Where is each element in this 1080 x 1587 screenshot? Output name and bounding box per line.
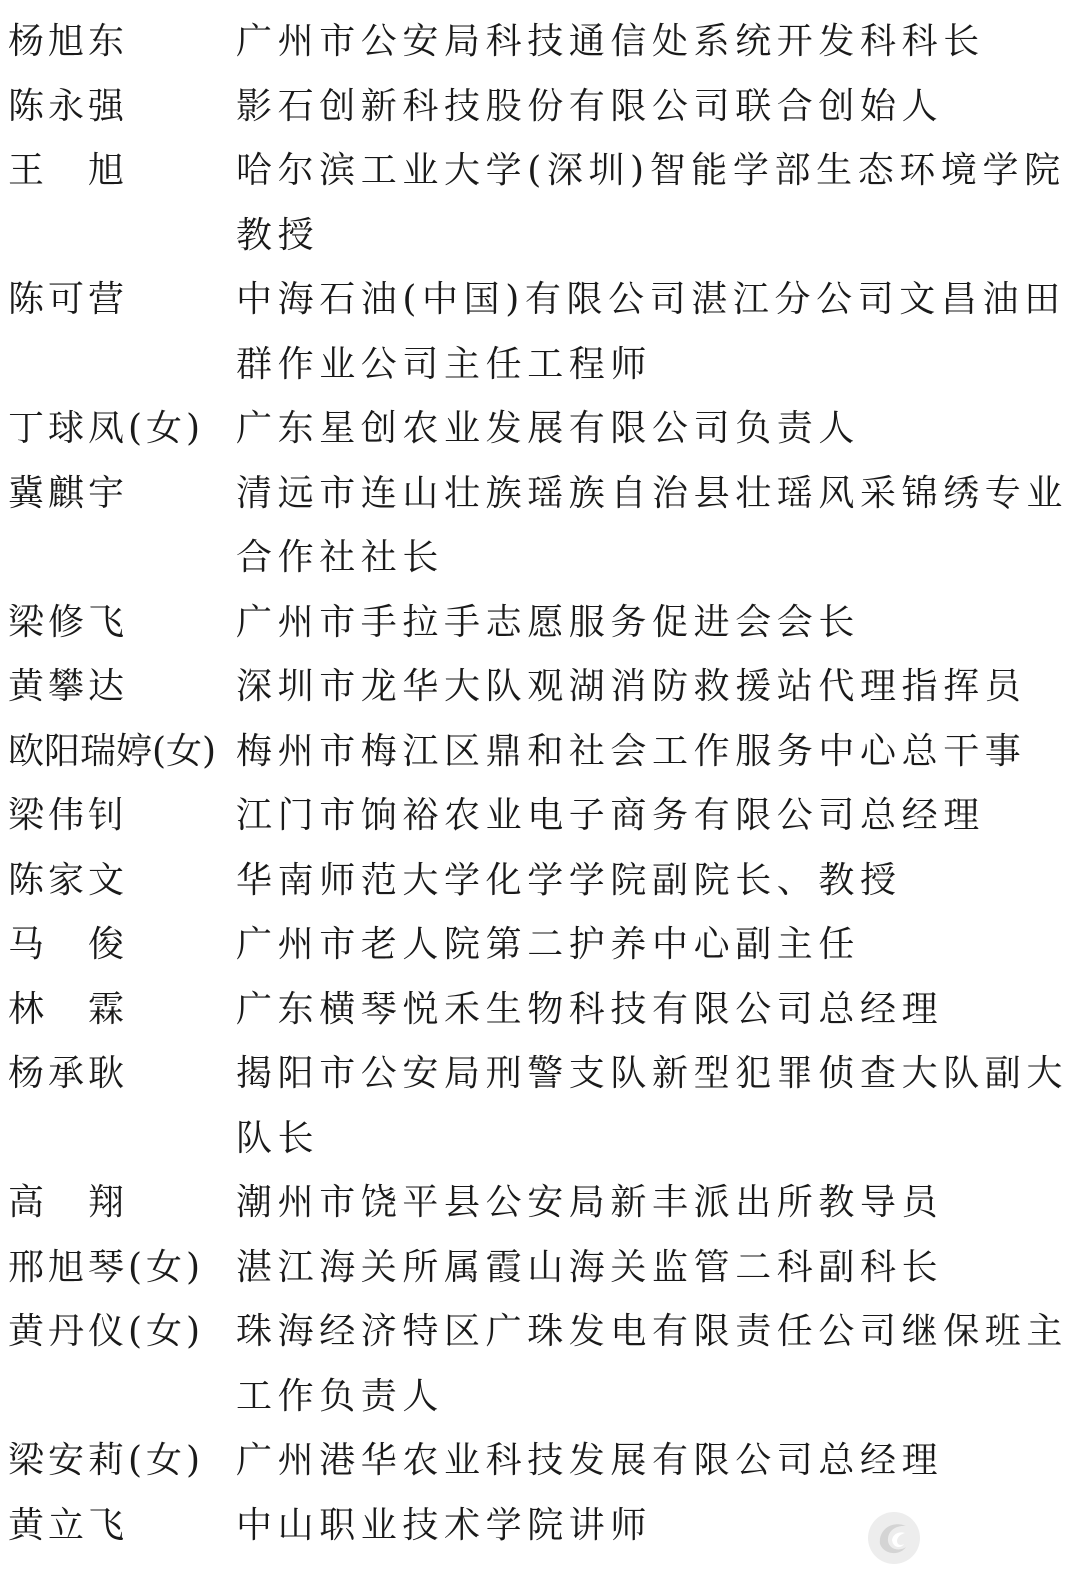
person-name: 梁安莉(女) — [8, 1440, 205, 1481]
person-affiliation: 广州市老人院第二护养中心副主任 — [236, 924, 861, 965]
person-affiliation: 深圳市龙华大队观湖消防救援站代理指挥员 — [236, 666, 1027, 707]
person-name: 梁修飞 — [8, 601, 129, 643]
list-item — [8, 1236, 1070, 1301]
list-item — [8, 784, 1070, 849]
list-item — [8, 655, 1070, 720]
person-name: 黄立飞 — [8, 1504, 129, 1546]
honoree-list — [8, 10, 1070, 1558]
person-affiliation: 梅州市梅江区鼎和社会工作服务中心总干事 — [236, 730, 1027, 772]
list-item — [8, 1042, 1070, 1171]
person-affiliation: 哈尔滨工业大学(深圳)智能学部生态环境学院教授 — [236, 150, 1066, 256]
person-name: 林 霖 — [8, 988, 129, 1030]
list-item — [8, 462, 1070, 591]
person-name: 陈家文 — [8, 859, 129, 901]
person-name: 冀麒宇 — [8, 472, 129, 514]
person-affiliation: 珠海经济特区广珠发电有限责任公司继保班主工作负责人 — [236, 1311, 1069, 1417]
person-affiliation: 广州港华农业科技发展有限公司总经理 — [236, 1440, 944, 1481]
person-name: 黄攀达 — [8, 666, 129, 707]
list-item — [8, 1429, 1070, 1494]
person-affiliation: 揭阳市公安局刑警支队新型犯罪侦查大队副大队长 — [236, 1053, 1069, 1159]
person-affiliation: 广东横琴悦禾生物科技有限公司总经理 — [236, 988, 944, 1030]
person-affiliation: 潮州市饶平县公安局新丰派出所教导员 — [236, 1182, 944, 1223]
person-name: 邢旭琴(女) — [8, 1246, 205, 1288]
list-item — [8, 720, 1070, 785]
list-item — [8, 1300, 1070, 1429]
list-item — [8, 397, 1070, 462]
person-affiliation: 中山职业技术学院讲师 — [236, 1504, 653, 1546]
list-item — [8, 139, 1070, 268]
list-item — [8, 849, 1070, 914]
person-name: 马 俊 — [8, 924, 129, 965]
person-name: 陈可营 — [8, 279, 129, 320]
person-name: 高 翔 — [8, 1182, 129, 1223]
person-affiliation: 影石创新科技股份有限公司联合创始人 — [236, 85, 944, 127]
person-name: 丁球凤(女) — [8, 408, 205, 449]
watermark-logo-icon — [866, 1510, 922, 1566]
person-affiliation: 清远市连山壮族瑶族自治县壮瑶风采锦绣专业合作社社长 — [236, 472, 1069, 578]
list-item — [8, 1171, 1070, 1236]
person-name: 杨旭东 — [8, 21, 129, 62]
person-name: 王 旭 — [8, 150, 129, 191]
person-affiliation: 广州市公安局科技通信处系统开发科科长 — [236, 21, 985, 62]
person-affiliation: 广州市手拉手志愿服务促进会会长 — [236, 601, 861, 643]
person-affiliation: 湛江海关所属霞山海关监管二科副科长 — [236, 1246, 944, 1288]
list-item — [8, 10, 1070, 75]
list-item — [8, 913, 1070, 978]
list-item — [8, 591, 1070, 656]
person-name: 杨承耿 — [8, 1053, 129, 1094]
person-affiliation: 华南师范大学化学学院副院长、教授 — [236, 859, 902, 901]
list-item — [8, 75, 1070, 140]
person-name: 欧阳瑞婷(女) — [8, 730, 217, 772]
person-affiliation: 广东星创农业发展有限公司负责人 — [236, 408, 861, 449]
person-name: 梁伟钊 — [8, 795, 129, 836]
list-item — [8, 268, 1070, 397]
person-affiliation: 中海石油(中国)有限公司湛江分公司文昌油田群作业公司主任工程师 — [236, 279, 1066, 385]
person-affiliation: 江门市饷裕农业电子商务有限公司总经理 — [236, 795, 985, 836]
person-name: 黄丹仪(女) — [8, 1311, 205, 1352]
list-item — [8, 978, 1070, 1043]
person-name: 陈永强 — [8, 85, 129, 127]
